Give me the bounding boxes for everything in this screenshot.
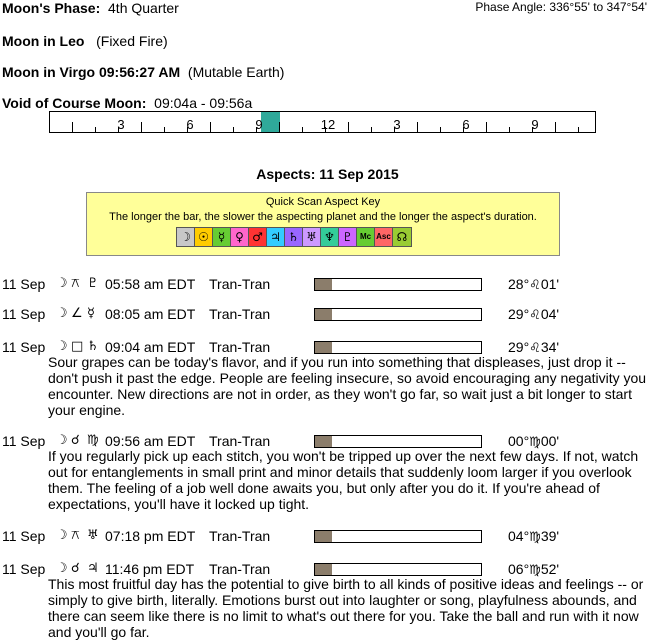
moon-phase-value: 4th Quarter (108, 0, 179, 16)
aspect-glyph-icon: ⚻ (71, 276, 80, 291)
aspect-glyph-icon: ∠ (71, 306, 83, 321)
timeline-tick (417, 122, 418, 132)
aspect-glyph-icon: ☌ (71, 561, 80, 576)
aspect-duration-bar (314, 341, 482, 354)
moon-in-leo-label: Moon in Leo (2, 33, 85, 49)
timeline-tick (509, 127, 510, 132)
position-minutes: 52' (540, 561, 560, 577)
aspect-type: Tran-Tran (209, 433, 271, 449)
timeline-tick (210, 122, 211, 132)
aspect-date: 11 Sep (2, 276, 46, 292)
key-cell-icon: ♆ (321, 228, 339, 246)
moon-in-virgo-row (2, 64, 284, 80)
key-cell-icon: ♇ (339, 228, 357, 246)
key-cell-icon: Asc (375, 228, 393, 246)
aspect-interpretation: Sour grapes can be today's flavor, and if you run into something that displeases, just drop it -- don't push it past the edge. People are feeling insecure, so avoid encouraging any negativity you encounter. New directions are not in order, as they won't go far, so wait just a bit longer to start your engine. (48, 354, 647, 418)
moon-icon: ☽ (56, 433, 68, 448)
timeline-tick (279, 122, 280, 132)
planet-glyph-icon: ♅ (87, 528, 99, 543)
aspect-time: 11:46 pm EDT (105, 561, 195, 577)
position-minutes: 00' (540, 433, 560, 449)
void-value: 09:04a - 09:56a (154, 95, 253, 111)
moon-icon: ☽ (56, 306, 68, 321)
aspect-date: 11 Sep (2, 339, 46, 355)
aspect-duration-bar (314, 530, 482, 543)
moon-phase-label: Moon's Phase: (2, 0, 101, 16)
position-minutes: 34' (540, 339, 560, 355)
key-cell-icon: ♀ (231, 228, 249, 246)
aspect-duration-bar (314, 308, 482, 321)
aspect-position (508, 528, 559, 545)
aspect-position (508, 306, 559, 323)
zodiac-sign-icon: ♌ (529, 308, 541, 323)
timeline-tick (578, 127, 579, 132)
aspect-row (0, 276, 655, 294)
position-minutes: 39' (540, 528, 560, 544)
quick-scan-aspect-key (86, 192, 560, 256)
planet-glyph-icon: ♍ (87, 433, 99, 448)
key-title: Quick Scan Aspect Key (265, 196, 381, 208)
moon-in-virgo-value: (Mutable Earth) (187, 64, 285, 80)
position-degree: 00° (508, 433, 530, 449)
timeline-tick (440, 127, 441, 132)
timeline-hour-label: 9 (255, 117, 263, 132)
timeline-hour-label: 3 (117, 117, 125, 132)
aspect-duration-fill (315, 436, 332, 447)
zodiac-sign-icon: ♌ (529, 278, 541, 293)
aspect-type: Tran-Tran (209, 528, 271, 544)
moon-icon: ☽ (56, 339, 68, 354)
aspect-time: 09:04 am EDT (105, 339, 196, 355)
timeline-tick (371, 127, 372, 132)
aspect-date: 11 Sep (2, 528, 46, 544)
aspect-row (0, 528, 655, 546)
aspect-time: 08:05 am EDT (105, 306, 196, 322)
zodiac-sign-icon: ♍ (529, 530, 541, 545)
aspect-type: Tran-Tran (209, 306, 271, 322)
key-cell-icon: ♄ (285, 228, 303, 246)
aspect-position (508, 276, 559, 293)
timeline-tick (555, 122, 556, 132)
planet-glyph-icon: ♇ (87, 276, 99, 291)
key-cell-icon: ☊ (393, 228, 411, 246)
aspect-glyph-icon: ☌ (71, 433, 80, 448)
key-description: The longer the bar, the slower the aspecting planet and the longer the aspect's duration. (109, 211, 537, 223)
timeline-hour-label: 12 (320, 117, 336, 132)
void-of-course-row (2, 95, 252, 111)
aspect-duration-fill (315, 309, 332, 320)
key-cell-icon: ☉ (195, 228, 213, 246)
aspect-row (0, 306, 655, 324)
void-of-course-block (261, 112, 281, 132)
aspect-type: Tran-Tran (209, 339, 271, 355)
phase-angle: Phase Angle: 336°55' to 347°54' (475, 0, 647, 14)
timeline-tick (486, 122, 487, 132)
timeline-tick (233, 127, 234, 132)
moon-in-virgo-label: Moon in Virgo 09:56:27 AM (2, 64, 181, 80)
zodiac-sign-icon: ♍ (529, 435, 541, 450)
aspects-title: Aspects: 11 Sep 2015 (256, 166, 399, 182)
aspect-duration-fill (315, 564, 332, 575)
position-degree: 04° (508, 528, 530, 544)
timeline-hour-label: 3 (393, 117, 401, 132)
timeline-hour-label: 6 (462, 117, 470, 132)
key-cell-icon: ♂ (249, 228, 267, 246)
aspect-duration-fill (315, 342, 332, 353)
aspect-interpretation: If you regularly pick up each stitch, you won't be tripped up over the next few days. If not, watch out for entanglements in small print and minor details that suddenly loom larger if you overlook them. The feeling of a job well done awaits you, but only after you do it. If you're ahead of expectations, you'll have it locked up tight. (48, 448, 639, 512)
aspect-date: 11 Sep (2, 306, 46, 322)
timeline-tick (348, 122, 349, 132)
key-color-strip (176, 227, 412, 247)
moon-icon: ☽ (56, 276, 68, 291)
moon-phase-row (2, 0, 179, 16)
aspect-type: Tran-Tran (209, 561, 271, 577)
aspect-time: 09:56 am EDT (105, 433, 196, 449)
zodiac-sign-icon: ♍ (529, 563, 541, 578)
moon-in-leo-row (2, 33, 168, 49)
aspect-date: 11 Sep (2, 433, 46, 449)
aspect-interpretation: This most fruitful day has the potential to give birth to all kinds of positive ideas and feelings -- or simply to give birth, literally. Emotions burst out into laughter or song, playfulness abounds, and there can seem like there is no limit to what's out there for you. Take the ball and run with it now and you'll go far. (48, 576, 644, 640)
key-cell-icon: Mc (357, 228, 375, 246)
position-minutes: 04' (540, 306, 560, 322)
aspect-duration-bar (314, 563, 482, 576)
zodiac-sign-icon: ♌ (529, 341, 541, 356)
timeline-hour-label: 6 (186, 117, 194, 132)
position-degree: 29° (508, 306, 530, 322)
aspect-duration-bar (314, 278, 482, 291)
aspect-glyph-icon: □ (71, 339, 84, 354)
planet-glyph-icon: ♃ (87, 561, 99, 576)
aspect-date: 11 Sep (2, 561, 46, 577)
key-cell-icon: ☽ (177, 228, 195, 246)
aspect-time: 05:58 am EDT (105, 276, 196, 292)
planet-glyph-icon: ♄ (87, 339, 99, 354)
moon-icon: ☽ (56, 561, 68, 576)
position-degree: 29° (508, 339, 530, 355)
position-degree: 28° (508, 276, 530, 292)
key-cell-icon: ♃ (267, 228, 285, 246)
timeline-tick (72, 122, 73, 132)
planet-glyph-icon: ☿ (87, 306, 95, 321)
void-of-course-timeline (49, 111, 596, 133)
position-degree: 06° (508, 561, 530, 577)
timeline-tick (141, 122, 142, 132)
void-label: Void of Course Moon: (2, 95, 147, 111)
aspect-type: Tran-Tran (209, 276, 271, 292)
moon-in-leo-value: (Fixed Fire) (96, 33, 168, 49)
timeline-tick (95, 127, 96, 132)
moon-icon: ☽ (56, 528, 68, 543)
timeline-tick (164, 127, 165, 132)
key-cell-icon: ♅ (303, 228, 321, 246)
timeline-tick (302, 127, 303, 132)
aspect-time: 07:18 pm EDT (105, 528, 196, 544)
aspect-duration-fill (315, 279, 332, 290)
position-minutes: 01' (540, 276, 560, 292)
aspect-duration-fill (315, 531, 332, 542)
key-cell-icon: ☿ (213, 228, 231, 246)
aspect-glyph-icon: ⚻ (71, 528, 80, 543)
aspect-duration-bar (314, 435, 482, 448)
timeline-hour-label: 9 (531, 117, 539, 132)
